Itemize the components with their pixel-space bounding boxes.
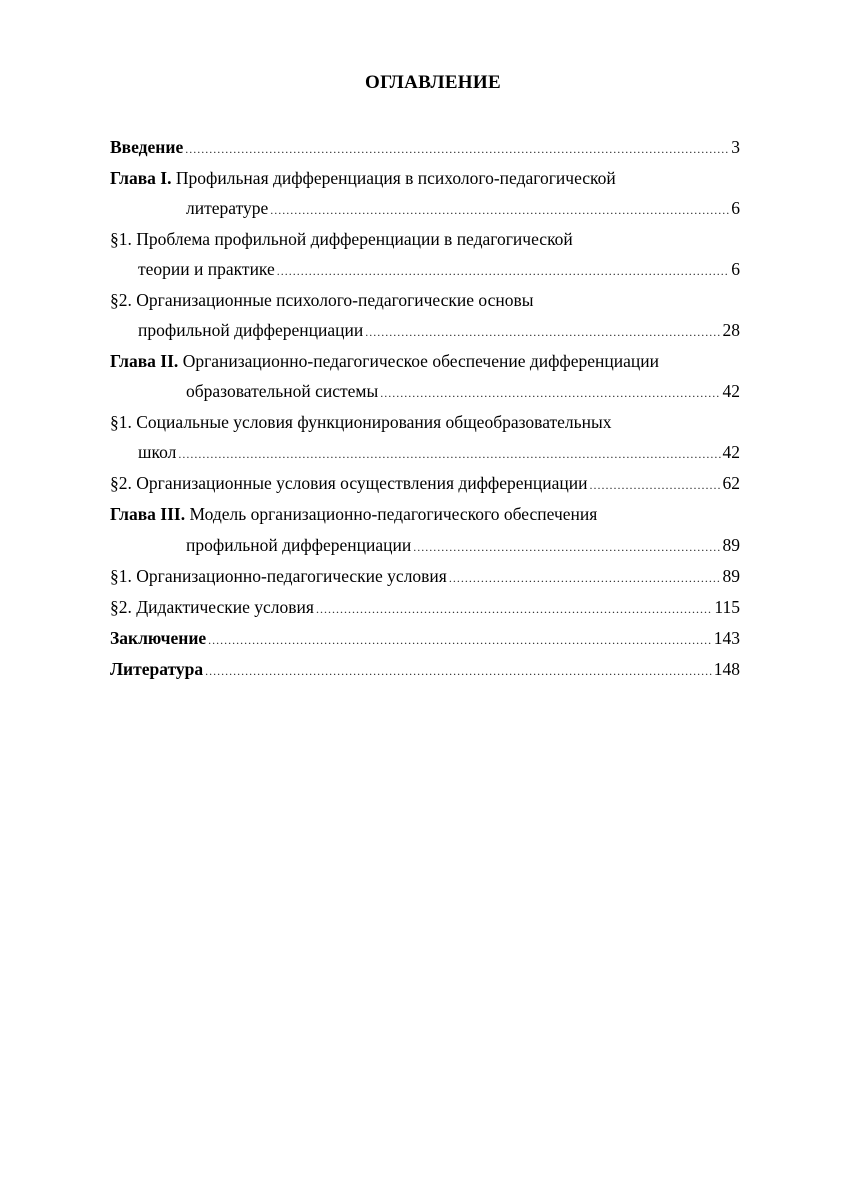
toc-entry-ch2-section-1-cont	[110, 440, 740, 464]
toc-entry-chapter-2	[110, 349, 740, 373]
toc-entry-label: Профильная дифференциация в психолого-педагогической	[175, 168, 616, 188]
toc-page-number: 6	[731, 259, 740, 279]
dot-leader	[208, 628, 712, 652]
dot-leader	[449, 566, 721, 590]
toc-page-number: 28	[722, 320, 740, 340]
toc-entry-ch2-section-2	[110, 471, 740, 495]
dot-leader	[365, 320, 720, 344]
toc-page-number: 3	[731, 137, 740, 157]
toc-entry-label: Модель организационно-педагогического обеспечения	[189, 504, 598, 524]
toc-entry-label: литературе	[186, 198, 269, 218]
toc-entry-label: Организационно-педагогическое обеспечение дифференциации	[182, 351, 659, 371]
toc-entry-ch1-section-1	[110, 227, 740, 251]
toc-page-number: 148	[713, 659, 740, 679]
toc-entry-label: Введение	[110, 137, 184, 157]
toc-entry-label: Заключение	[110, 628, 207, 648]
dot-leader	[178, 442, 720, 466]
toc-entry-ch3-section-2	[110, 595, 740, 619]
toc-page-number: 89	[722, 535, 740, 555]
toc-entry-label: §2. Дидактические условия	[110, 597, 314, 617]
dot-leader	[590, 473, 721, 497]
dot-leader	[380, 381, 720, 405]
toc-entry-chapter-3	[110, 502, 740, 526]
toc-entry-label: §2. Организационные условия осуществления дифференциации	[110, 473, 588, 493]
toc-entry-ch2-section-1	[110, 410, 740, 434]
chapter-prefix: Глава III.	[110, 504, 186, 524]
toc-entry-intro	[110, 135, 740, 159]
toc-entry-label: §1. Организационно-педагогические условия	[110, 566, 447, 586]
toc-entry-conclusion	[110, 626, 740, 650]
toc-page-number: 42	[722, 442, 740, 462]
toc-entry-label: школ	[138, 442, 177, 462]
toc-entry-label: §1. Проблема профильной дифференциации в педагогической	[110, 229, 573, 249]
page-title: ОГЛАВЛЕНИЕ	[365, 72, 501, 93]
toc-page-number: 143	[713, 628, 740, 648]
toc-entry-literature	[110, 657, 740, 681]
toc-page-number: 115	[714, 597, 740, 617]
toc-entry-chapter-1-cont	[110, 196, 740, 220]
toc-page-number: 62	[722, 473, 740, 493]
toc-entry-chapter-2-cont	[110, 379, 740, 403]
toc-entry-label: §2. Организационные психолого-педагогические основы	[110, 290, 534, 310]
dot-leader	[185, 137, 729, 161]
toc-entry-ch1-section-2-cont	[110, 318, 740, 342]
toc-page-number: 42	[722, 381, 740, 401]
toc-entry-label: §1. Социальные условия функционирования общеобразовательных	[110, 412, 612, 432]
toc-entry-label: Литература	[110, 659, 204, 679]
chapter-prefix: Глава I.	[110, 168, 172, 188]
toc-page-number: 89	[722, 566, 740, 586]
dot-leader	[413, 535, 720, 559]
dot-leader	[270, 198, 729, 222]
dot-leader	[205, 659, 712, 683]
dot-leader	[277, 259, 729, 283]
toc-entry-label: профильной дифференциации	[186, 535, 412, 555]
toc-entry-chapter-1	[110, 166, 740, 190]
toc-entry-ch1-section-2	[110, 288, 740, 312]
toc-page-number: 6	[731, 198, 740, 218]
toc-entry-label: профильной дифференциации	[138, 320, 364, 340]
dot-leader	[316, 597, 712, 621]
chapter-prefix: Глава II.	[110, 351, 179, 371]
toc-entry-label: теории и практике	[138, 259, 275, 279]
toc-entry-chapter-3-cont	[110, 533, 740, 557]
toc-entry-ch1-section-1-cont	[110, 257, 740, 281]
toc-entry-label: образовательной системы	[186, 381, 379, 401]
toc-entry-ch3-section-1	[110, 564, 740, 588]
